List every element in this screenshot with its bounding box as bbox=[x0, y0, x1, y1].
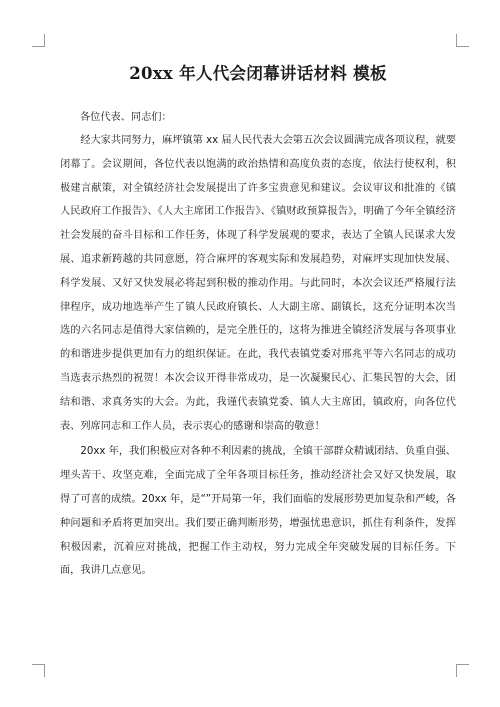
page-corner-mark-bottom-right bbox=[456, 664, 469, 677]
page-corner-mark-top-right bbox=[456, 34, 469, 47]
document-title: 20xx 年人代会闭幕讲话材料 模板 bbox=[129, 64, 387, 83]
body-paragraph-1: 经大家共同努力，麻坪镇第 xx 届人民代表大会第五次会议圆满完成各项议程，就要闭幕了。会议期间，各位代表以饱满的政治热情和高度负责的态度，依法行使权利，积极建言献策，对全镇经济社会发展提出了许多宝贵意见和建议。会议审议和批准的《镇人民政府工作报告》、《人大主席团工作报告》、《镇财政预算报告》，明确了今年全镇经济社会发展的奋斗目标和工作任务，体现了科学发展观的要求，表达了全镇人民谋求大发展、追求新跨越的共同意愿，符合麻坪的客观实际和发展趋势，对麻坪实现加快发展、科学发展、又好又快发展必将起到积极的推动作用。与此同时，本次会议还严格履行法律程序，成功地选举产生了镇人民政府镇长、人大副主席、副镇长，这充分证明本次当选的六名同志是值得大家信赖的，是完全胜任的，这将为推进全镇经济发展与各项事业的和谐进步提供更加有力的组织保证。在此，我代表镇党委对邢兆平等六名同志的成功当选表示热烈的祝贺！本次会议开得非常成功，是一次凝聚民心、汇集民智的大会，团结和谐、求真务实的大会。为此，我谨代表镇党委、镇人大主席团，镇政府，向各位代表、列席同志和工作人员，表示衷心的感谢和崇高的敬意！ bbox=[60, 135, 456, 432]
body-paragraph-2: 20xx 年，我们积极应对各种不利因素的挑战，全镇干部群众精诚团结、负重自强、埋头苦干、攻坚克难，全面完成了全年各项目标任务，推动经济社会又好又快发展，取得了可喜的成绩。20xx 年，是“”开局第一年，我们面临的发展形势更加复杂和严峻，各种问题和矛盾将更加突出。我们要正确判断形势，增强忧患意识，抓住有利条件，发挥积极因素，沉着应对挑战，把握工作主动权，努力完成全年突破发展的目标任务。下面，我讲几点意见。 bbox=[60, 446, 456, 577]
salutation: 各位代表、同志们： bbox=[80, 112, 172, 123]
document-page bbox=[60, 62, 456, 583]
page-corner-mark-top-left bbox=[32, 34, 45, 47]
page-corner-mark-bottom-left bbox=[32, 664, 45, 677]
